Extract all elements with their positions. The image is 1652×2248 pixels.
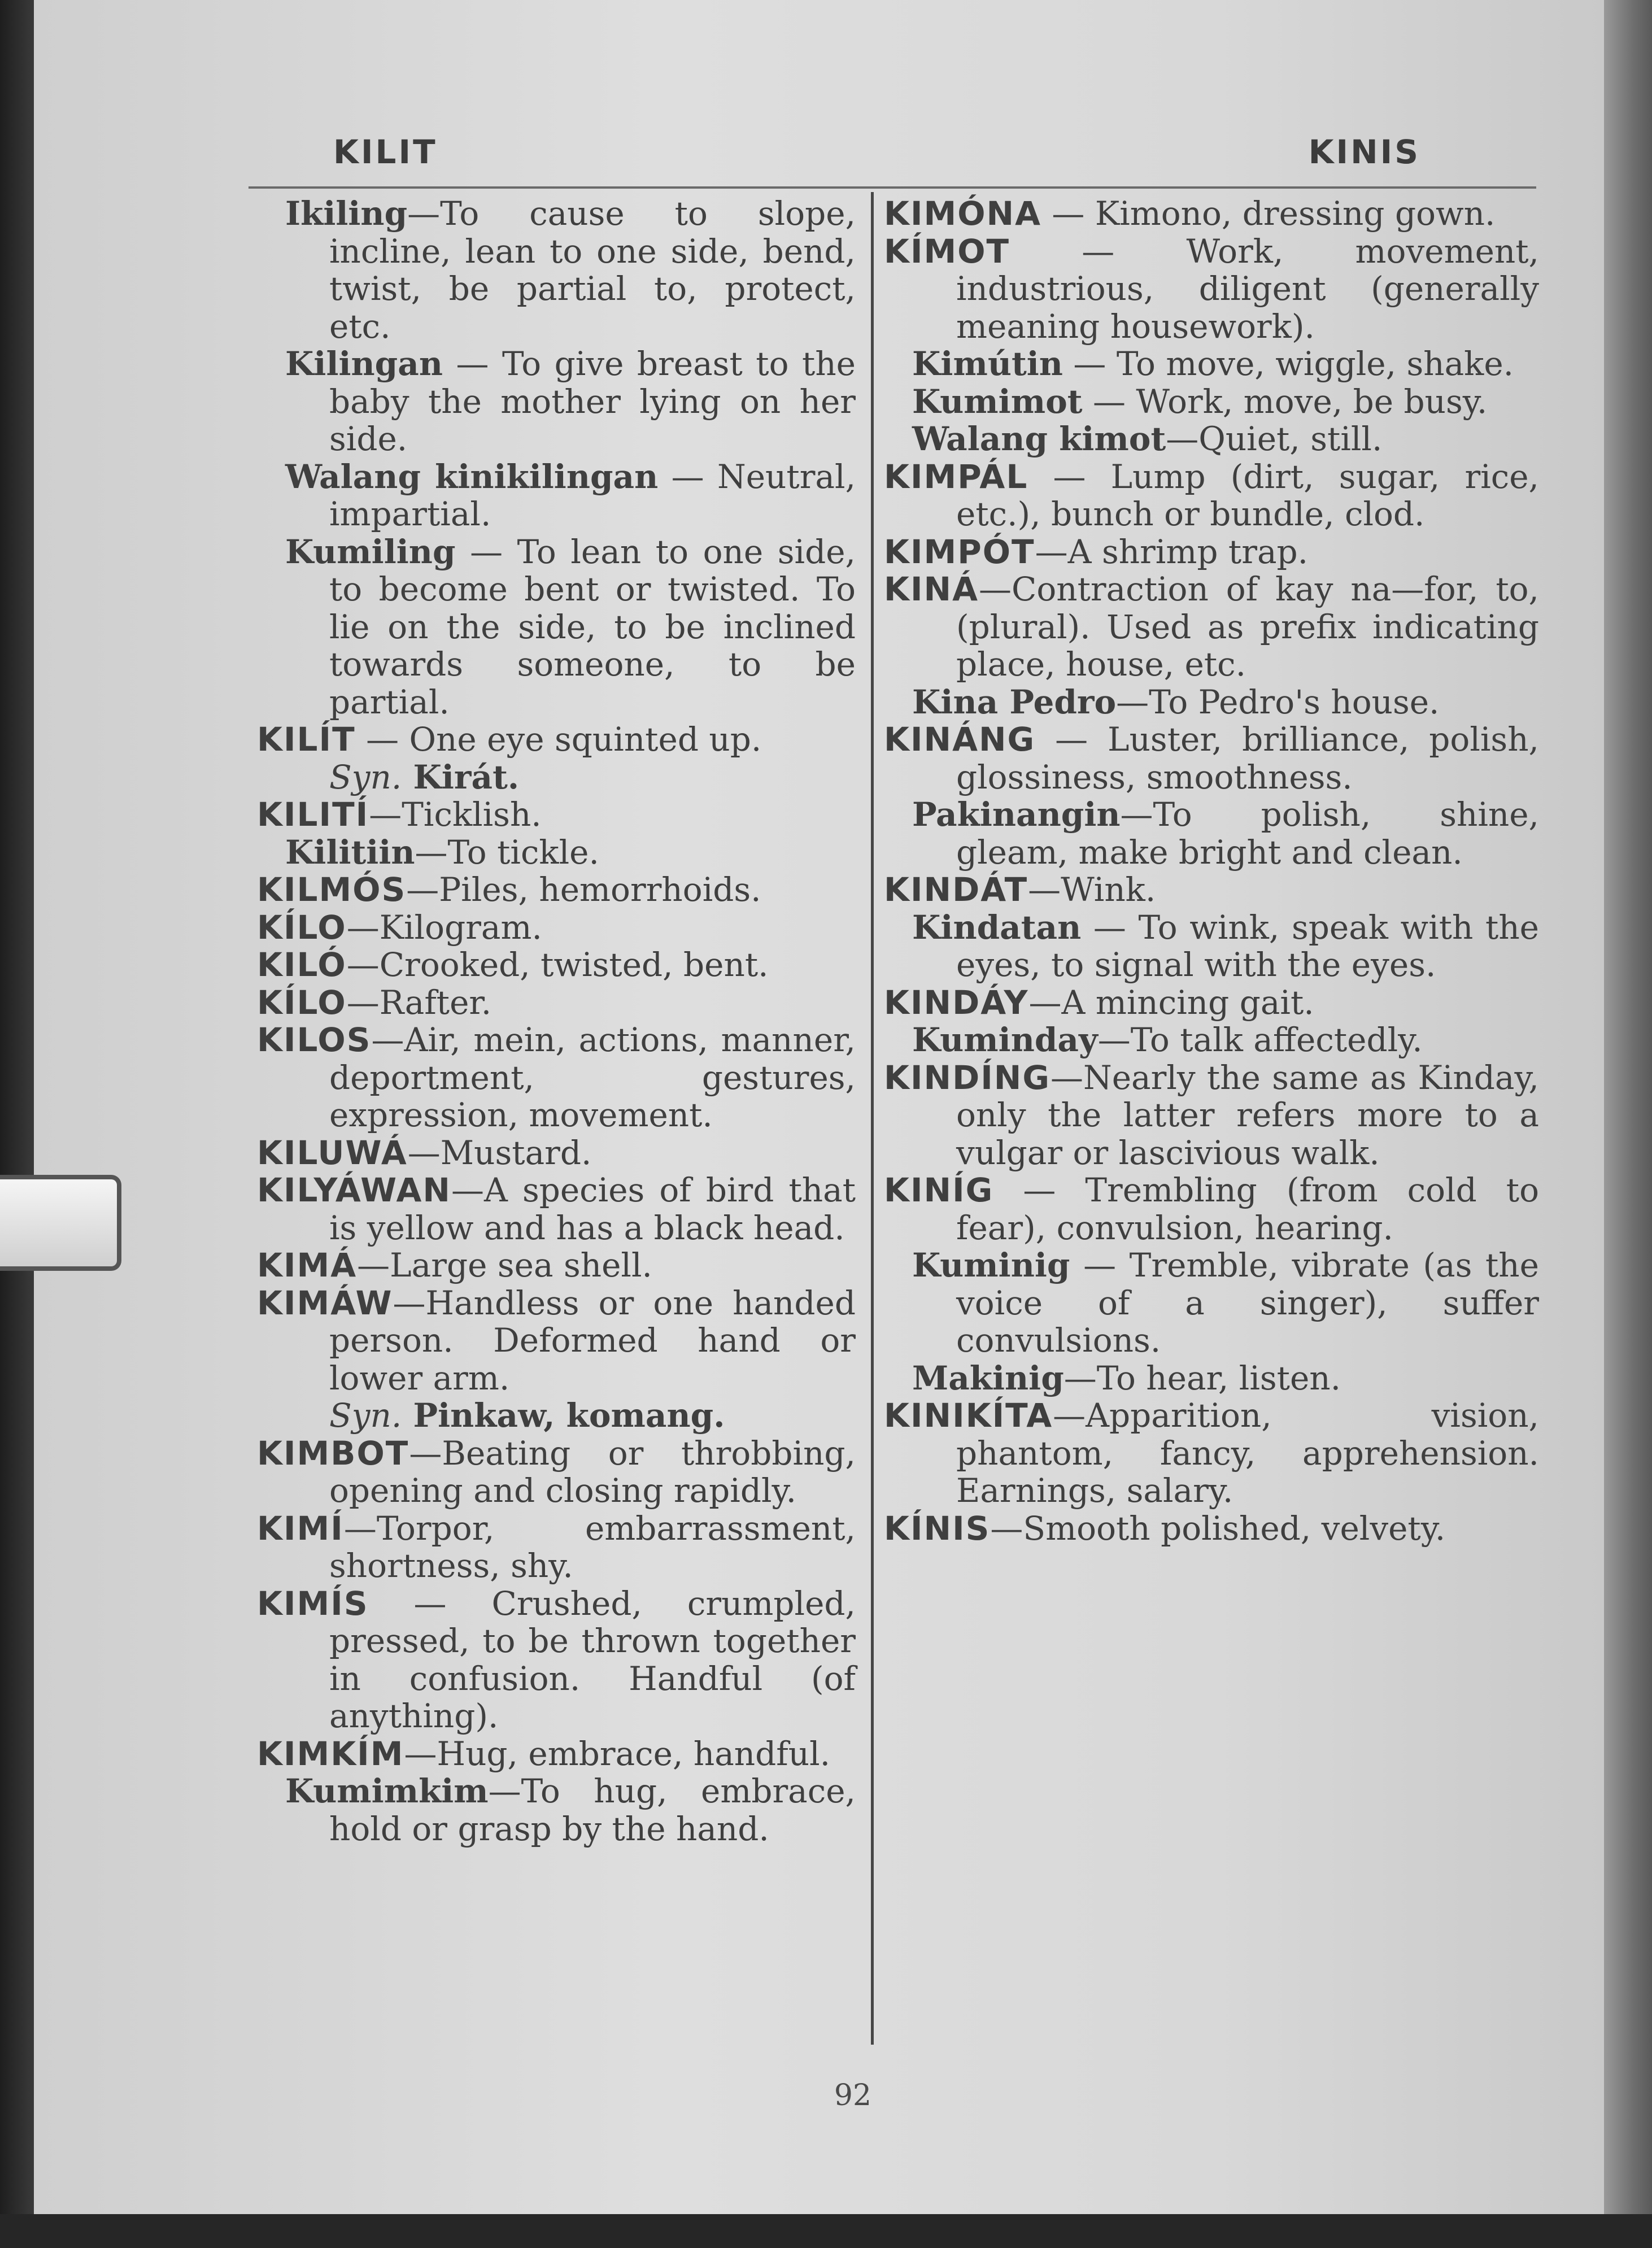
headword: Makinig xyxy=(912,1358,1064,1397)
dictionary-entry xyxy=(884,1510,1539,1548)
dictionary-entry xyxy=(884,721,1539,796)
dictionary-entry xyxy=(884,1059,1539,1172)
synonym-words: Pinkaw, komang. xyxy=(402,1396,725,1435)
dictionary-entry xyxy=(257,1585,856,1735)
dictionary-entry xyxy=(257,1021,856,1134)
dictionary-entry xyxy=(884,533,1539,571)
definition: — Trembling (from cold to fear), convulsion, hearing. xyxy=(956,1171,1539,1247)
dictionary-subentry xyxy=(884,1247,1539,1360)
definition: —To cause to slope, incline, lean to one side, bend, twist, be partial to, protect, etc. xyxy=(329,194,856,346)
definition: — To lean to one side, to become bent or twisted. To lie on the side, to be inclined towards someone, to be partial. xyxy=(329,532,856,721)
dictionary-entry xyxy=(884,195,1539,233)
book-spine-shadow xyxy=(0,0,34,2248)
headword: KILMÓS xyxy=(257,870,407,909)
definition: —Air, mein, actions, manner, deportment, gestures, expression, movement. xyxy=(329,1021,856,1134)
dictionary-entry xyxy=(257,946,856,984)
header-rule xyxy=(249,186,1536,189)
dictionary-subentry xyxy=(884,1021,1539,1059)
running-head-left: KILIT xyxy=(333,133,438,171)
headword: KIMÁ xyxy=(257,1246,358,1284)
dictionary-subentry xyxy=(884,1360,1539,1397)
headword: KÍLO xyxy=(257,983,347,1022)
headword: KILUWÁ xyxy=(257,1133,408,1172)
dictionary-subentry xyxy=(884,796,1539,871)
definition: — To wink, speak with the eyes, to signal with the eyes. xyxy=(956,908,1539,984)
headword: KÍLO xyxy=(257,908,347,947)
definition: — One eye squinted up. xyxy=(355,720,762,759)
dictionary-entry xyxy=(884,1171,1539,1247)
headword: KIMPÁL xyxy=(884,457,1028,496)
definition: —A mincing gait. xyxy=(1028,983,1314,1022)
dictionary-entry xyxy=(257,1284,856,1435)
dictionary-subentry xyxy=(257,834,856,872)
definition: —Crooked, twisted, bent. xyxy=(346,946,769,984)
dictionary-entry xyxy=(257,1435,856,1510)
definition: — To move, wiggle, shake. xyxy=(1062,345,1514,383)
dictionary-entry xyxy=(884,1397,1539,1510)
definition: — Luster, brilliance, polish, glossiness, smoothness. xyxy=(956,720,1539,796)
dictionary-subentry xyxy=(884,909,1539,984)
headword: KIMÍ xyxy=(257,1509,344,1548)
headword: KIMÓNA xyxy=(884,194,1041,233)
running-head xyxy=(299,133,1449,184)
definition: —Hug, embrace, handful. xyxy=(404,1734,831,1773)
headword: KILYÁWAN xyxy=(257,1171,451,1209)
synonym-label: Syn. xyxy=(329,757,402,796)
headword: KIMKÍM xyxy=(257,1734,404,1773)
dictionary-entry xyxy=(257,1510,856,1585)
headword: Kilitiin xyxy=(285,833,415,872)
definition: —A species of bird that is yellow and has a black head. xyxy=(329,1171,856,1247)
definition: —To hug, embrace, hold or grasp by the hand. xyxy=(329,1772,856,1848)
dictionary-subentry xyxy=(884,420,1539,458)
headword: Kuminig xyxy=(912,1246,1070,1284)
dictionary-subentry xyxy=(257,533,856,721)
definition: —Quiet, still. xyxy=(1166,420,1383,458)
definition: —To Pedro's house. xyxy=(1116,682,1440,721)
definition: —Beating or throbbing, opening and closing rapidly. xyxy=(329,1434,856,1510)
headword: KINDÁY xyxy=(884,983,1029,1022)
definition: —Wink. xyxy=(1028,870,1156,909)
headword: KINÍG xyxy=(884,1171,994,1209)
dictionary-entry xyxy=(257,984,856,1022)
definition: —To tickle. xyxy=(415,833,599,872)
headword: Ikiling xyxy=(285,194,408,233)
dictionary-entry xyxy=(257,1134,856,1172)
headword: Kumimot xyxy=(912,382,1083,421)
headword: KILOS xyxy=(257,1021,372,1059)
definition: —To polish, shine, gleam, make bright and clean. xyxy=(956,795,1539,872)
definition: —Kilogram. xyxy=(346,908,542,947)
dictionary-subentry xyxy=(257,195,856,345)
definition: —Large sea shell. xyxy=(357,1246,652,1284)
definition: —Mustard. xyxy=(407,1133,592,1172)
headword: KILÍT xyxy=(257,720,356,759)
left-column xyxy=(257,195,856,1848)
headword: Walang kinikilingan xyxy=(285,457,659,496)
definition: — To give breast to the baby the mother lying on her side. xyxy=(329,345,856,458)
headword: KINDÁT xyxy=(884,870,1028,909)
definition: — Work, move, be busy. xyxy=(1082,382,1488,421)
dictionary-entry xyxy=(257,871,856,909)
dictionary-subentry xyxy=(257,345,856,458)
dictionary-entry xyxy=(884,458,1539,533)
definition: —Nearly the same as Kinday, only the latter refers more to a vulgar or lascivious walk. xyxy=(956,1058,1539,1172)
synonym-words: Kirát. xyxy=(402,757,520,796)
definition: —Torpor, embarrassment, shortness, shy. xyxy=(329,1509,856,1585)
dictionary-entry xyxy=(257,721,856,796)
definition: —Rafter. xyxy=(346,983,492,1022)
definition: —To talk affectedly. xyxy=(1097,1021,1423,1059)
headword: KINIKÍTA xyxy=(884,1396,1053,1435)
page-edge-bottom xyxy=(0,2214,1652,2248)
definition: — Lump (dirt, sugar, rice, etc.), bunch or bundle, clod. xyxy=(956,457,1539,533)
headword: Kimútin xyxy=(912,345,1063,383)
synonym-label: Syn. xyxy=(329,1396,402,1435)
headword: Pakinangin xyxy=(912,795,1121,834)
headword: KINDÍNG xyxy=(884,1058,1051,1097)
headword: Kumiling xyxy=(285,532,456,571)
headword: KIMÍS xyxy=(257,1584,369,1623)
dictionary-entry xyxy=(884,984,1539,1022)
headword: KIMPÓT xyxy=(884,532,1035,571)
page-edge-right xyxy=(1604,0,1652,2248)
running-head-right: KINIS xyxy=(1308,133,1420,171)
headword: KÍMOT xyxy=(884,232,1010,271)
dictionary-entry xyxy=(257,796,856,834)
dictionary-entry xyxy=(884,871,1539,909)
definition: — Kimono, dressing gown. xyxy=(1041,194,1496,233)
definition: —Handless or one handed person. Deformed hand or lower arm. xyxy=(329,1283,856,1397)
dictionary-entry xyxy=(257,1171,856,1247)
headword: KILITÍ xyxy=(257,795,369,834)
definition: —Piles, hemorrhoids. xyxy=(406,870,761,909)
headword: Kina Pedro xyxy=(912,682,1117,721)
headword: KINÁNG xyxy=(884,720,1036,759)
definition: —Contraction of kay na—for, to, (plural). Used as prefix indicating place, house, etc. xyxy=(956,570,1539,683)
dictionary-entry xyxy=(257,1735,856,1773)
definition: — Crushed, crumpled, pressed, to be thrown together in confusion. Handful (of anything). xyxy=(329,1584,856,1735)
column-divider xyxy=(871,192,874,2045)
dictionary-entry xyxy=(257,909,856,947)
headword: KIMBOT xyxy=(257,1434,409,1472)
headword: Kuminday xyxy=(912,1021,1098,1059)
definition: —Smooth polished, velvety. xyxy=(990,1509,1446,1548)
binder-clip xyxy=(0,1175,121,1271)
headword: KILÓ xyxy=(257,946,347,984)
dictionary-subentry xyxy=(257,1772,856,1848)
headword: KINÁ xyxy=(884,570,979,608)
definition: — Work, movement, industrious, diligent (generally meaning housework). xyxy=(956,232,1539,346)
dictionary-entry xyxy=(884,570,1539,683)
page-number: 92 xyxy=(834,2079,872,2112)
dictionary-entry xyxy=(257,1247,856,1284)
definition: — Tremble, vibrate (as the voice of a singer), suffer convulsions. xyxy=(956,1246,1539,1360)
headword: Kindatan xyxy=(912,908,1082,947)
definition: —To hear, listen. xyxy=(1063,1358,1341,1397)
definition: — Neutral, impartial. xyxy=(329,457,856,533)
dictionary-subentry xyxy=(257,458,856,533)
headword: Walang kimot xyxy=(912,420,1166,458)
definition: —A shrimp trap. xyxy=(1035,532,1309,571)
dictionary-subentry xyxy=(884,345,1539,383)
right-column xyxy=(884,195,1539,1547)
headword: Kumimkim xyxy=(285,1772,489,1810)
headword: Kilingan xyxy=(285,345,443,383)
headword: KÍNIS xyxy=(884,1509,991,1548)
dictionary-subentry xyxy=(884,683,1539,721)
definition: —Ticklish. xyxy=(369,795,542,834)
dictionary-entry xyxy=(884,233,1539,346)
definition: —Apparition, vision, phantom, fancy, apprehension. Earnings, salary. xyxy=(956,1396,1539,1510)
dictionary-subentry xyxy=(884,383,1539,421)
headword: KIMÁW xyxy=(257,1283,393,1322)
